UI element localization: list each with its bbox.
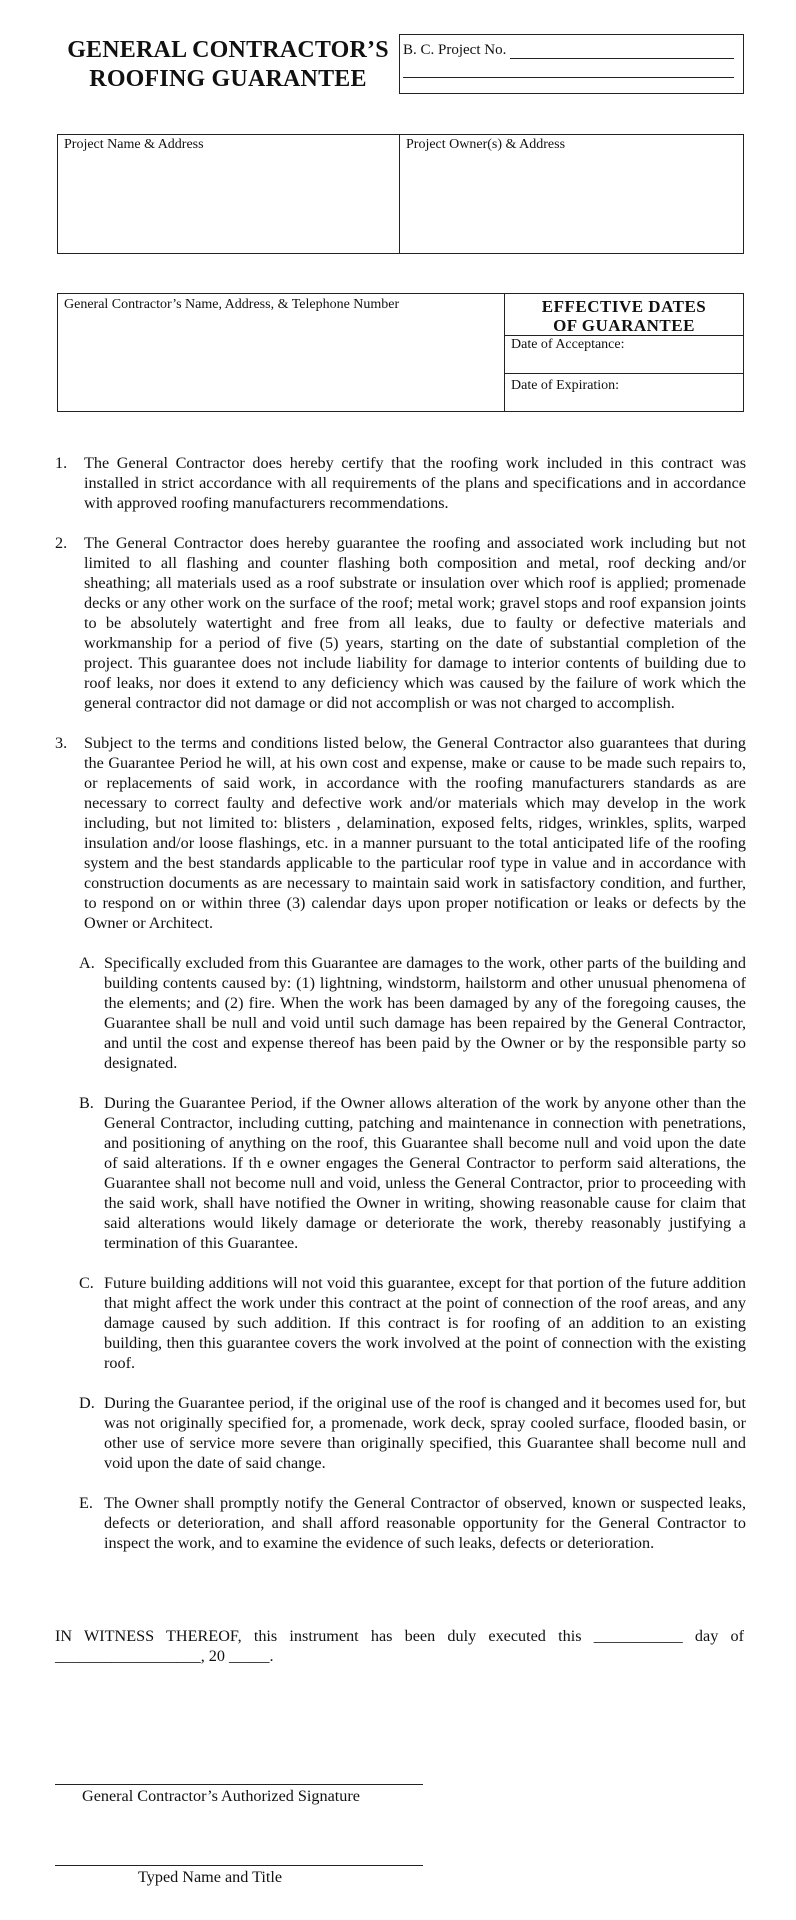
subclause-letter: C.	[79, 1274, 94, 1292]
expiration-date-label: Date of Expiration:	[511, 378, 620, 393]
typed-name-line[interactable]	[55, 1865, 423, 1866]
project-info-box	[57, 134, 744, 254]
project-owner-label: Project Owner(s) & Address	[406, 137, 566, 152]
document-title	[48, 36, 408, 94]
contractor-info-box	[57, 293, 744, 412]
expiration-date-field[interactable]	[505, 374, 743, 411]
guarantee-terms	[55, 453, 746, 1573]
subclause-b	[55, 1093, 746, 1253]
project-name-label: Project Name & Address	[64, 137, 204, 152]
witness-line-2[interactable]: __________________, 20 _____.	[55, 1647, 274, 1665]
clause-number: 3.	[55, 734, 68, 752]
acceptance-date-field[interactable]	[505, 336, 743, 374]
subclause-text: Specifically excluded from this Guarantee are damages to the work, other parts of the building and building contents caused by: (1) lightning, windstorm, hailstorm and other unusual phenomena of the elements; and (2) fire. When the work has been damaged by any of the foregoing causes, the Guarantee shall be null and void until such damage has been repaired by the General Contractor, and until the cost and expense thereof has been paid by the Owner or by the responsible party so designated.	[104, 954, 746, 1072]
subclause-letter: E.	[79, 1494, 93, 1512]
clause-text: The General Contractor does hereby guarantee the roofing and associated work including but not limited to all flashing and counter flashing both composition and metal, roof decking and/or sheathing; all materials used as a roof substrate or insulation over which roof is applied; promenade decks or any other work on the surface of the roof; metal work; gravel stops and roof expansion joints to be absolutely watertight and free from all leaks, due to faulty or defective materials and workmanship for a period of five (5) years, starting on the date of substantial completion of the project. This guarantee does not include liability for damage to interior contents of building due to roof leaks, nor does it extend to any deficiency which was caused by the failure of work which the general contractor did not damage or did not accomplish or was not charged to accomplish.	[84, 534, 746, 712]
subclause-letter: B.	[79, 1094, 94, 1112]
project-number-field[interactable]	[510, 45, 734, 59]
project-number-box	[399, 34, 744, 94]
effective-dates-heading-line-2: OF GUARANTEE	[553, 316, 695, 335]
effective-dates-section	[505, 294, 743, 411]
clause-3	[55, 733, 746, 933]
acceptance-date-label: Date of Acceptance:	[511, 337, 625, 352]
clause-text: The General Contractor does hereby certify that the roofing work included in this contract was installed in strict accordance with all requirements of the plans and specifications and in accordance with approved roofing manufacturers recommendations.	[84, 454, 746, 512]
project-number-field-line-2[interactable]	[403, 60, 734, 78]
typed-name-label: Typed Name and Title	[138, 1868, 283, 1886]
title-line-2: ROOFING GUARANTEE	[89, 66, 367, 92]
witness-statement	[55, 1626, 744, 1666]
project-name-field[interactable]	[58, 135, 400, 253]
authorized-signature-line[interactable]	[55, 1784, 423, 1785]
subclause-c	[55, 1273, 746, 1373]
effective-dates-heading	[505, 294, 743, 336]
clause-1	[55, 453, 746, 513]
clause-number: 2.	[55, 534, 68, 552]
effective-dates-heading-line-1: EFFECTIVE DATES	[541, 297, 707, 316]
subclause-text: During the Guarantee Period, if the Owner allows alteration of the work by anyone other than the General Contractor, including cutting, patching and maintenance in connection with penetrations, and positioning of anything on the roof, this Guarantee shall become null and void upon the date of said alterations. If th e owner engages the General Contractor to perform said alterations, the Guarantee shall not become null and void, unless the General Contractor, prior to proceeding with the said work, shall have notified the Owner in writing, showing reasonable cause for claim that said alterations would likely damage or deteriorate the work, thereby reasonably justifying a termination of this Guarantee.	[104, 1094, 746, 1252]
subclause-letter: D.	[79, 1394, 95, 1412]
project-owner-field[interactable]	[400, 135, 743, 253]
clause-text: Subject to the terms and conditions listed below, the General Contractor also guarantees that during the Guarantee Period he will, at his own cost and expense, make or cause to be made such repairs to, or replacements of said work, in accordance with the roofing manufacturers standards as are necessary to correct faulty and defective work and/or materials which may develop in the work including, but not limited to: blisters , delamination, exposed felts, ridges, wrinkles, splits, warped insulation and/or loose flashings, etc. in a manner pursuant to the total anticipated life of the roofing system and the best standards applicable to the particular roof type in value and in accordance with construction documents as are necessary to maintain said work in satisfactory condition, and further, to respond on or within three (3) calendar days upon proper notification or leaks or defects by the Owner or Architect.	[84, 734, 746, 932]
subclause-e	[55, 1493, 746, 1553]
contractor-name-label: General Contractor’s Name, Address, & Telephone Number	[64, 297, 400, 312]
project-number-label: B. C. Project No.	[403, 42, 507, 58]
witness-line-1[interactable]: IN WITNESS THEREOF, this instrument has been duly executed this ___________ day of	[55, 1627, 744, 1645]
subclause-a	[55, 953, 746, 1073]
subclause-d	[55, 1393, 746, 1473]
subclause-text: The Owner shall promptly notify the General Contractor of observed, known or suspected leaks, defects or deterioration, and shall afford reasonable opportunity for the General Contractor to inspect the work, and to examine the evidence of such leaks, defects or deterioration.	[104, 1494, 746, 1552]
subclause-text: Future building additions will not void this guarantee, except for that portion of the future addition that might affect the work under this contract at the point of connection of the roof areas, and any damage caused by such addition. If this contract is for roofing of an addition to an existing building, then this guarantee covers the work involved at the point of connection with the existing roof.	[104, 1274, 746, 1372]
subclause-letter: A.	[79, 954, 95, 972]
clause-number: 1.	[55, 454, 68, 472]
clause-2	[55, 533, 746, 713]
contractor-name-field[interactable]	[58, 294, 505, 411]
title-line-1: GENERAL CONTRACTOR’S	[67, 37, 389, 63]
authorized-signature-label: General Contractor’s Authorized Signature	[82, 1787, 360, 1805]
subclause-text: During the Guarantee period, if the original use of the roof is changed and it becomes used for, but was not originally specified for, a promenade, work deck, spray cooled surface, flooded basin, or other use of service more severe than originally specified, this Guarantee shall become null and void upon the date of said change.	[104, 1394, 746, 1472]
